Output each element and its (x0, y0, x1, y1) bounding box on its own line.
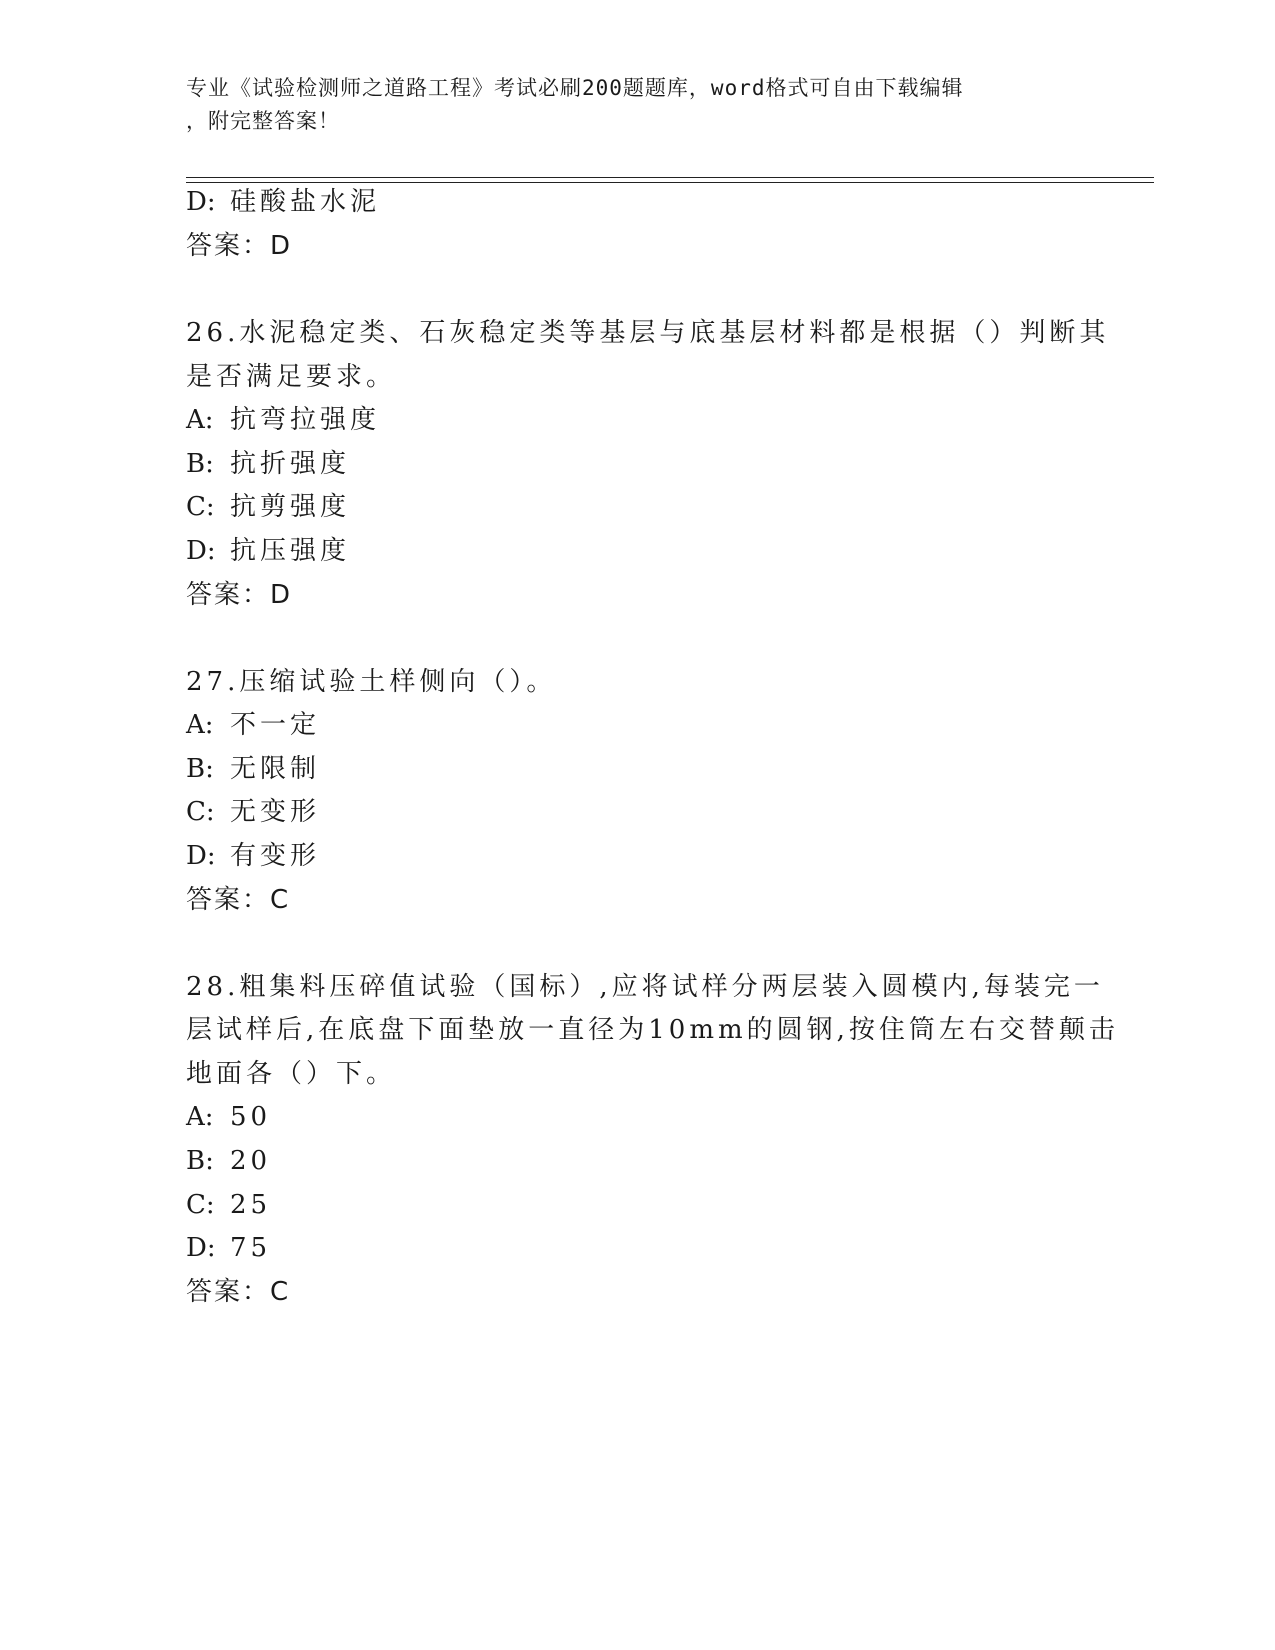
option-label: D: (186, 1233, 216, 1263)
option-label: A: (186, 405, 214, 435)
option-label: D: (186, 187, 216, 217)
option-label: B: (186, 1146, 214, 1176)
q28-option-a (186, 1101, 271, 1133)
header-divider-top (186, 177, 1154, 178)
q26-option-b (186, 448, 350, 480)
option-text: 无变形 (230, 797, 321, 827)
prev-option-d (186, 186, 380, 218)
option-text: 25 (230, 1190, 272, 1220)
document-header (186, 72, 1086, 138)
q28-answer: 答案：C (186, 1277, 291, 1307)
q27-stem-line-1: 27.压缩试验土样侧向（）。 (186, 667, 557, 697)
header-divider-bottom (186, 182, 1154, 183)
q28-option-c (186, 1189, 271, 1221)
option-label: B: (186, 449, 214, 479)
option-text: 不一定 (230, 710, 321, 740)
option-label: C: (186, 492, 215, 522)
option-text: 抗弯拉强度 (230, 405, 381, 435)
option-label: D: (186, 536, 216, 566)
q27-option-a (186, 709, 320, 741)
option-text: 20 (230, 1146, 272, 1176)
header-title-line-1: 专业《试验检测师之道路工程》考试必刷200题题库，word格式可自由下载编辑 (186, 76, 964, 100)
q26-answer: 答案：D (186, 580, 293, 610)
option-text: 50 (230, 1102, 272, 1132)
option-text: 抗压强度 (230, 536, 351, 566)
header-title-line-2: ，附完整答案！ (186, 109, 340, 133)
prev-answer: 答案：D (186, 231, 293, 261)
option-label: C: (186, 1190, 215, 1220)
option-label: A: (186, 710, 214, 740)
option-text: 有变形 (230, 841, 321, 871)
q26-option-c (186, 491, 350, 523)
option-label: C: (186, 797, 215, 827)
option-text: 硅酸盐水泥 (230, 187, 381, 217)
q27-option-c (186, 796, 320, 828)
q28-stem-line-2: 层试样后,在底盘下面垫放一直径为10mm的圆钢,按住筒左右交替颠击 (186, 1015, 1119, 1045)
option-text: 抗折强度 (230, 449, 351, 479)
q26-option-d (186, 535, 350, 567)
q27-option-b (186, 753, 320, 785)
option-label: D: (186, 841, 216, 871)
option-text: 抗剪强度 (230, 492, 351, 522)
q27-option-d (186, 840, 320, 872)
q28-stem-line-3: 地面各（）下。 (186, 1059, 397, 1089)
q28-option-b (186, 1145, 271, 1177)
q27-answer: 答案：C (186, 885, 291, 915)
option-label: A: (186, 1102, 214, 1132)
option-text: 无限制 (230, 754, 321, 784)
q28-option-d (186, 1232, 271, 1264)
option-text: 75 (230, 1233, 272, 1263)
q26-option-a (186, 404, 380, 436)
q28-stem-line-1: 28.粗集料压碎值试验（国标）,应将试样分两层装入圆模内,每装完一 (186, 972, 1104, 1002)
q26-stem-line-1: 26.水泥稳定类、石灰稳定类等基层与底基层材料都是根据（）判断其 (186, 318, 1110, 348)
option-label: B: (186, 754, 214, 784)
q26-stem-line-2: 是否满足要求。 (186, 362, 397, 392)
